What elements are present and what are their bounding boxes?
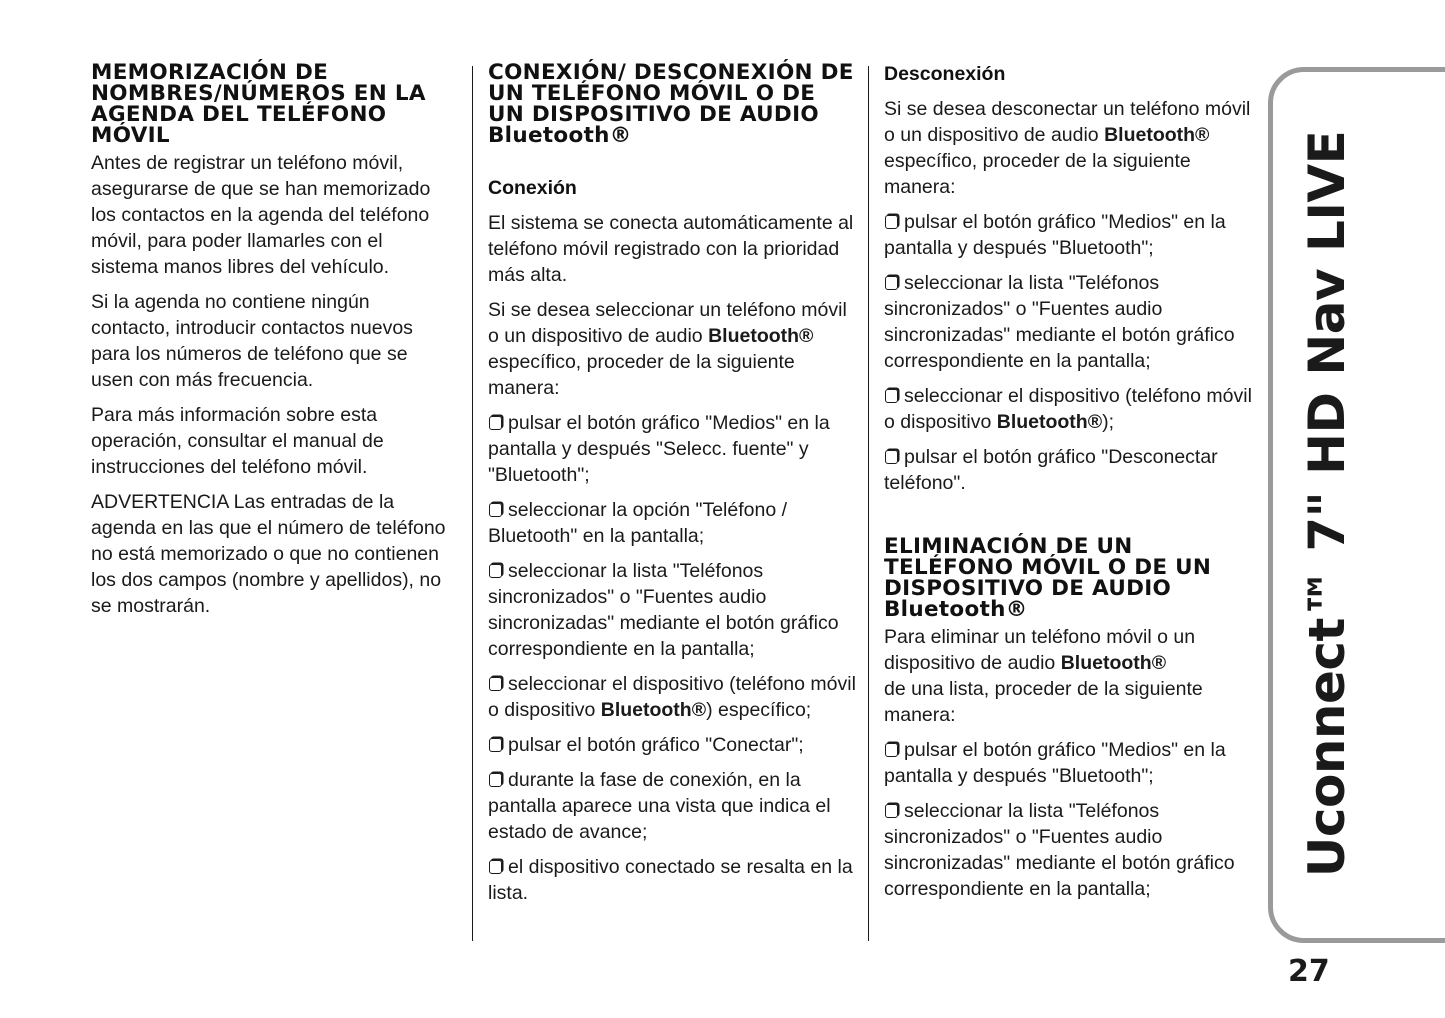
column-divider-2 <box>868 66 869 941</box>
column-1 <box>91 62 453 628</box>
paragraph: Para más información sobre esta operación, consultar el manual de instrucciones del teléfono móvil. <box>91 404 384 478</box>
list-item: seleccionar el dispositivo (teléfono móvil o dispositivo Bluetooth®); <box>884 385 1252 433</box>
section-heading-memorizacion: MEMORIZACIÓN DE NOMBRES/NÚMEROS EN LA AGENDA DEL TELÉFONO MÓVIL <box>91 60 426 148</box>
list-item: seleccionar la lista "Teléfonos sincronizados" o "Fuentes audio sincronizadas" mediante el botón gráfico correspondiente en la pantalla; <box>884 800 1235 900</box>
checkbox-bullet-icon <box>885 276 898 290</box>
section-heading-conexion: CONEXIÓN/ DESCONEXIÓN DE UN TELÉFONO MÓVIL O DE UN DISPOSITIVO DE AUDIO Bluetooth® <box>488 60 854 148</box>
subheading-desconexion: Desconexión <box>884 63 1006 85</box>
spacer <box>884 505 1252 536</box>
paragraph: Si se desea desconectar un teléfono móvil o un dispositivo de audio Bluetooth® específico, proceder de la siguiente manera: <box>884 98 1251 198</box>
paragraph: El sistema se conecta automáticamente al teléfono móvil registrado con la prioridad más alta. <box>488 212 854 286</box>
list-item: seleccionar la lista "Teléfonos sincronizados" o "Fuentes audio sincronizadas" mediante el botón gráfico correspondiente en la pantalla; <box>884 272 1235 372</box>
list-item: seleccionar la opción "Teléfono / Bluetooth" en la pantalla; <box>488 499 788 547</box>
checkbox-bullet-icon <box>885 389 898 403</box>
paragraph: Si se desea seleccionar un teléfono móvil o un dispositivo de audio Bluetooth® específico, proceder de la siguiente manera: <box>488 299 847 399</box>
checkbox-bullet-icon <box>489 503 502 517</box>
checkbox-bullet-icon <box>885 804 898 818</box>
checkbox-bullet-icon <box>489 677 502 691</box>
checkbox-bullet-icon <box>489 564 502 578</box>
list-item: pulsar el botón gráfico "Conectar"; <box>488 732 856 758</box>
chapter-side-tab <box>1268 67 1445 943</box>
chapter-tab-title-text: Uconnect™ 7" HD Nav LIVE <box>1298 130 1356 878</box>
list-item: seleccionar la lista "Teléfonos sincronizados" o "Fuentes audio sincronizadas" mediante el botón gráfico correspondiente en la pantalla; <box>488 560 839 660</box>
checkbox-bullet-icon <box>489 860 502 874</box>
spacer <box>488 150 856 176</box>
checkbox-bullet-icon <box>885 743 898 757</box>
list-item: pulsar el botón gráfico "Medios" en la pantalla y después "Selecc. fuente" y "Bluetooth"; <box>488 412 830 486</box>
list-item: seleccionar el dispositivo (teléfono móvil o dispositivo Bluetooth®) específico; <box>488 673 856 721</box>
checkbox-bullet-icon <box>885 215 898 229</box>
paragraph: Para eliminar un teléfono móvil o un dispositivo de audio Bluetooth® de una lista, proceder de la siguiente manera: <box>884 626 1203 726</box>
list-item: el dispositivo conectado se resalta en la lista. <box>488 856 853 904</box>
warning-paragraph: ADVERTENCIA Las entradas de la agenda en las que el número de teléfono no está memorizado o que no contienen los dos campos (nombre y apellidos), no se mostrarán. <box>91 491 446 617</box>
checkbox-bullet-icon <box>489 416 502 430</box>
column-divider-1 <box>472 66 473 941</box>
column-3 <box>884 62 1252 911</box>
list-item: pulsar el botón gráfico "Desconectar teléfono". <box>884 446 1218 494</box>
page-number: 27 <box>1288 954 1330 989</box>
checkbox-bullet-icon <box>489 738 502 752</box>
column-2 <box>488 62 856 915</box>
subheading-conexion: Conexión <box>488 177 577 199</box>
checkbox-bullet-icon <box>489 773 502 787</box>
checkbox-bullet-icon <box>885 450 898 464</box>
paragraph: Si la agenda no contiene ningún contacto, introducir contactos nuevos para los números de teléfono que se usen con más frecuencia. <box>91 291 413 391</box>
paragraph: Antes de registrar un teléfono móvil, asegurarse de que se han memorizado los contactos en la agenda del teléfono móvil, para poder llamarles con el sistema manos libres del vehículo. <box>91 152 431 278</box>
section-heading-eliminacion: ELIMINACIÓN DE UN TELÉFONO MÓVIL O DE UN DISPOSITIVO DE AUDIO Bluetooth® <box>884 534 1212 622</box>
list-item: durante la fase de conexión, en la pantalla aparece una vista que indica el estado de avance; <box>488 769 831 843</box>
list-item: pulsar el botón gráfico "Medios" en la pantalla y después "Bluetooth"; <box>884 739 1226 787</box>
list-item: pulsar el botón gráfico "Medios" en la pantalla y después "Bluetooth"; <box>884 211 1226 259</box>
